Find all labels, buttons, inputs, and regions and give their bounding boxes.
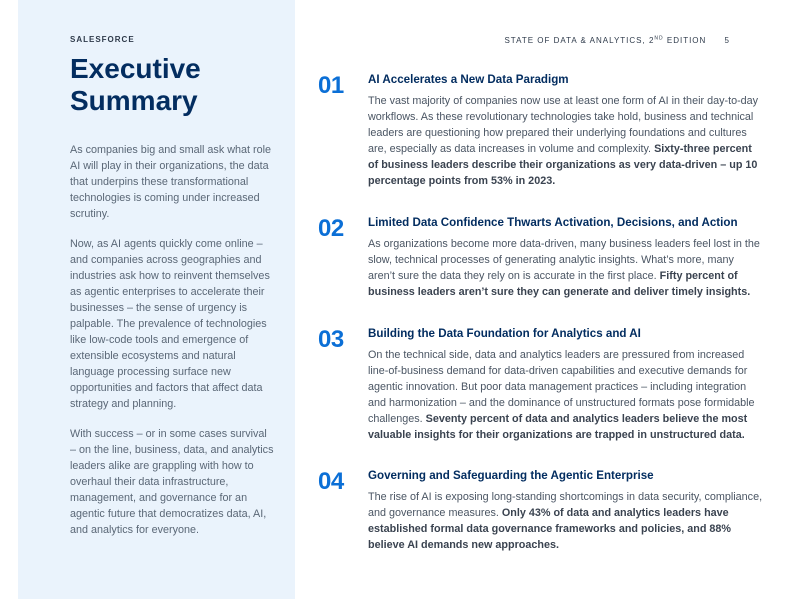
page-title — [70, 53, 270, 117]
intro-text — [70, 142, 274, 552]
report-header — [504, 35, 730, 45]
section-number: 01 — [318, 72, 344, 99]
intro-paragraph: As companies big and small ask what role AI will play in their organizations, the data that underpins these transformational technologies is coming under increased scrutiny. — [70, 144, 272, 220]
section-number: 02 — [318, 215, 344, 242]
brand-label: SALESFORCE — [70, 35, 135, 44]
section-title: Governing and Safeguarding the Agentic Enterprise — [368, 469, 654, 482]
section-highlight: Seventy percent of data and analytics leaders believe the most valuable insights for their organizations are trapped in unstructured data. — [368, 412, 748, 441]
section-text: The vast majority of companies now use at least one form of AI in their day-to-day workflows. As these revolutionary technologies take hold, business and technical leaders are questioning how prepared their underlying foundations and cultures are, especially as data increases in volume and complexity. Sixty-three percent of business leaders describe their organizations as very data-driven – up 10 percentage points from 53% in 2023. — [368, 95, 759, 187]
section-highlight: Sixty-three percent of business leaders describe their organizations as very data-driven – up 10 percentage points from 53% in 2023. — [368, 142, 758, 187]
section-title: AI Accelerates a New Data Paradigm — [368, 73, 569, 86]
section-text: On the technical side, data and analytics leaders are pressured from increased line-of-business demand for data-driven capabilities and executive demands for agentic innovation. But poor data management practices – including integration and harmonization – and the dominance of unstructured formats pose formidable challenges. Seventy percent of data and analytics leaders believe the most valuable insights for their organizations are trapped in unstructured data. — [368, 349, 755, 441]
section-title: Limited Data Confidence Thwarts Activation, Decisions, and Action — [368, 216, 738, 229]
section-number: 04 — [318, 468, 344, 495]
page-title-line-1: Executive — [70, 53, 201, 84]
intro-paragraph: With success – or in some cases survival – on the line, business, data, and analytics leaders alike are grappling with how to overhaul their data infrastructure, management, and governance for an agentic future that democratizes data, AI, and analytics for everyone. — [70, 428, 274, 536]
section-number: 03 — [318, 326, 344, 353]
section-highlight: Fifty percent of business leaders aren’t sure they can generate and deliver timely insights. — [368, 269, 751, 298]
section-text: As organizations become more data-driven, many business leaders feel lost in the slow, technical processes of generating analytic insights. What’s more, many aren’t sure the data they rely on is accurate in the first place. Fifty percent of business leaders aren’t sure they can generate and deliver timely insights. — [368, 238, 760, 298]
section-highlight: Only 43% of data and analytics leaders have established formal data governance frameworks and policies, and 88% believe AI demands new approaches. — [368, 506, 732, 551]
section-title: Building the Data Foundation for Analytics and AI — [368, 327, 641, 340]
section-text: The rise of AI is exposing long-standing shortcomings in data security, compliance, and governance measures. Only 43% of data and analytics leaders have established formal data governance frameworks and policies, and 88% believe AI demands new approaches. — [368, 491, 763, 551]
report-title: STATE OF DATA & ANALYTICS, 2ND EDITION — [504, 35, 707, 45]
page-title-line-2: Summary — [70, 85, 198, 116]
page-number: 5 — [724, 35, 730, 45]
intro-paragraph: Now, as AI agents quickly come online – and companies across geographies and industries ask how to reinvent themselves as agentic enterprises to accelerate their businesses – the sense of urgency is palpable. The prevalence of technologies like low-code tools and emergence of extensible ecosystems and natural language processing surface new opportunities and factors that affect data strategy and planning. — [70, 238, 270, 410]
